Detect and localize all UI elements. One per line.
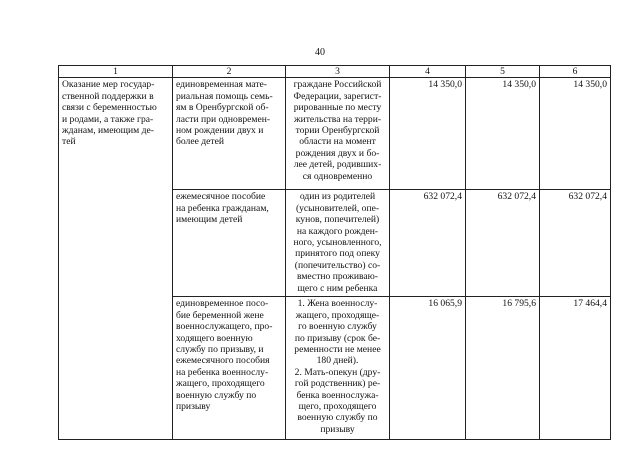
measure-description-cell [59, 78, 173, 440]
text-line: на ребенка военнослу- [176, 366, 269, 378]
text-line: риальная помощь семь- [176, 90, 273, 102]
text-line: по призыву (срок бе- [294, 332, 381, 344]
text-line: военную службу по [297, 412, 378, 424]
text-line: ственной поддержки в [62, 90, 154, 102]
text-line: (попечительство) со- [294, 259, 381, 271]
text-line: го военную службу [298, 321, 377, 333]
text-line: тории Оренбургской [295, 125, 380, 137]
text-line: ходящего военную [176, 332, 253, 344]
text-line: ного, усыновленного, [293, 237, 382, 249]
page-number: 40 [315, 47, 325, 58]
value-col5: 632 072,4 [466, 190, 540, 297]
text-line: (усыновителей, опе- [295, 202, 380, 214]
text-line: жданам, имеющим де- [62, 125, 154, 137]
value-col4: 14 350,0 [390, 78, 466, 190]
recipients-cell [286, 78, 390, 190]
text-line: 1. Жена военнослу- [297, 298, 378, 310]
text-line: области на момент [299, 136, 376, 148]
text-line: единовременное посо- [176, 298, 269, 310]
value-col6: 17 464,4 [540, 297, 611, 440]
text-line: жительства на терри- [293, 113, 382, 125]
text-line: службу по призыву, и [176, 344, 264, 356]
text-line: на каждого рожден- [296, 225, 379, 237]
benefit-type-cell [173, 297, 286, 440]
text-line: более детей [176, 136, 224, 148]
text-line: военную службу по [176, 389, 257, 401]
text-line: связи с беременностью [62, 102, 157, 114]
text-line: 2. Мать-опекун (дру- [294, 366, 381, 378]
text-line: ласти при одновремен- [176, 113, 271, 125]
recipients-cell [286, 297, 390, 440]
text-line: ном рождении двух и [176, 125, 264, 137]
text-line: кунов, попечителей) [295, 214, 380, 226]
text-line: имеющим детей [176, 214, 243, 226]
text-line: вместно проживаю- [297, 271, 378, 283]
text-line: 180 дней). [316, 355, 359, 367]
text-line: призыву [320, 423, 355, 435]
text-line: ся одновременно [302, 170, 373, 182]
text-line: на ребенка гражданам, [176, 202, 269, 214]
text-line: один из родителей [299, 191, 376, 203]
text-line: лее детей, родивших- [293, 159, 382, 171]
text-line: рождения двух и бо- [295, 147, 380, 159]
col-header-1: 1 [59, 66, 173, 78]
text-line: призыву [176, 401, 211, 413]
col-header-5: 5 [466, 66, 540, 78]
text-line: ежемесячного пособия [176, 355, 270, 367]
text-line: и родами, а также гра- [62, 113, 154, 125]
recipients-cell [286, 190, 390, 297]
text-line: жащего, проходяще- [295, 309, 380, 321]
value-col6: 14 350,0 [540, 78, 611, 190]
table-header-row [59, 66, 611, 78]
text-line: принятого под опеку [295, 248, 380, 260]
table-row [59, 78, 611, 190]
text-line: единовременная мате- [176, 79, 267, 91]
text-line: рированные по месту [293, 102, 382, 114]
value-col6: 632 072,4 [540, 190, 611, 297]
text-line: щего, проходящего [298, 401, 377, 413]
value-col5: 14 350,0 [466, 78, 540, 190]
text-line: тей [62, 136, 76, 148]
text-line: щего с ним ребенка [297, 282, 378, 294]
value-col5: 16 795,6 [466, 297, 540, 440]
col-header-3: 3 [286, 66, 390, 78]
text-line: ременности не менее [294, 344, 381, 356]
benefit-type-cell [173, 78, 286, 190]
value-col4: 632 072,4 [390, 190, 466, 297]
text-line: граждане Российской [293, 79, 382, 91]
text-line: гой родственник) ре- [294, 378, 381, 390]
col-header-2: 2 [173, 66, 286, 78]
text-line: жащего, проходящего [176, 378, 265, 390]
benefit-type-cell [173, 190, 286, 297]
col-header-6: 6 [540, 66, 611, 78]
text-line: ям в Оренбургской об- [176, 102, 269, 114]
text-line: ежемесячное пособие [176, 191, 266, 203]
value-col4: 16 065,9 [390, 297, 466, 440]
text-line: Оказание мер государ- [62, 79, 155, 91]
budget-table [58, 65, 611, 440]
text-line: бие беременной жене [176, 309, 264, 321]
text-line: бенка военнослужа- [296, 389, 379, 401]
text-line: военнослужащего, про- [176, 321, 273, 333]
text-line: Федерации, зарегист- [293, 90, 382, 102]
col-header-4: 4 [390, 66, 466, 78]
